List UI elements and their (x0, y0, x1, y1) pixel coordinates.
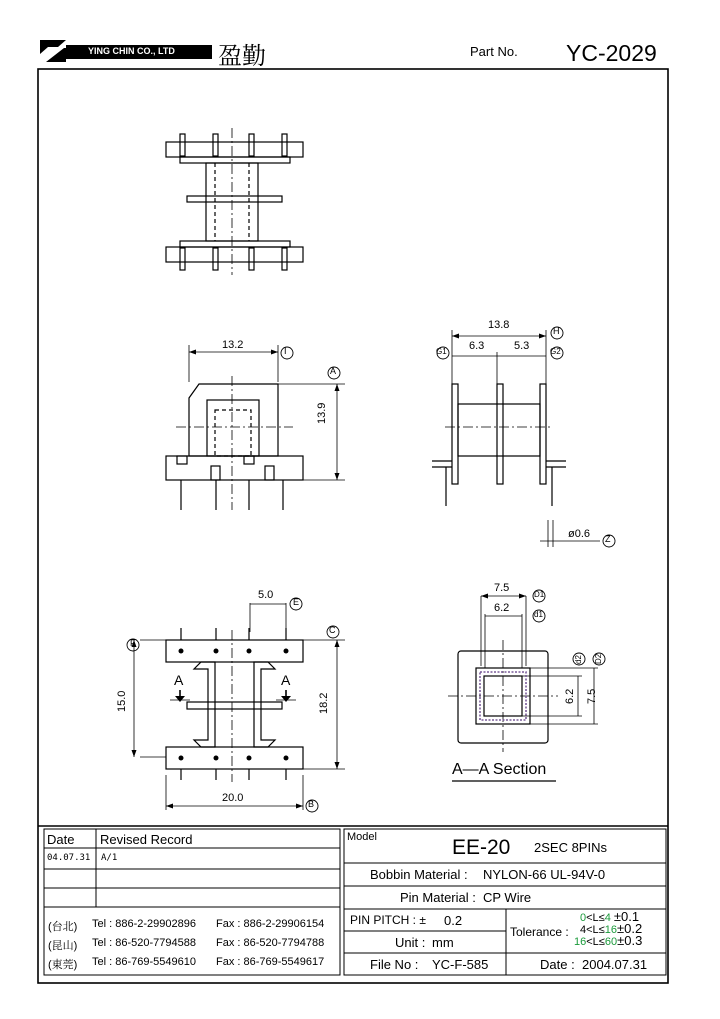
marker-g2: G2 (550, 347, 561, 356)
marker-h: H (553, 326, 560, 336)
dim-pin-dia: ø0.6 (568, 528, 591, 540)
contact-tel: Tel : 86-769-5549610 (92, 956, 196, 968)
marker-i: I (284, 346, 287, 356)
dim-d1-small: 6.2 (494, 602, 510, 614)
model-value: EE-20 (452, 836, 511, 859)
pin-pitch-value: 0.2 (444, 913, 463, 928)
section-arrow-right-label: A (281, 672, 291, 688)
contact-city: (台北) (48, 921, 78, 933)
part-no: YC-2029 (566, 40, 657, 66)
file-no-label: File No : (370, 957, 419, 972)
tol-hi: 16 (604, 924, 617, 936)
tol-lo: 4 (580, 924, 587, 936)
company-name-cn: 盈勤 (218, 42, 266, 70)
date-label: Date : (540, 957, 575, 972)
dim-g1: 6.3 (469, 340, 485, 352)
dim-pitch-e: 5.0 (258, 589, 274, 601)
tol-sep: <L≤ (586, 924, 605, 936)
unit-label: Unit : (395, 935, 426, 950)
marker-b: B (308, 799, 315, 809)
model-desc: 2SEC 8PINs (534, 840, 607, 855)
company-name: YING CHIN CO., LTD (88, 46, 175, 56)
tol-sep: <L≤ (586, 912, 605, 924)
unit-value: mm (432, 935, 454, 950)
dim-overall-width: 13.8 (488, 319, 510, 331)
marker-f: F (130, 638, 136, 648)
contact-fax: Fax : 86-520-7794788 (216, 937, 325, 949)
part-no-label: Part No. (470, 44, 518, 59)
tol-value: ±0.2 (616, 921, 643, 936)
contact-tel: Tel : 886-2-29902896 (92, 918, 196, 930)
tol-sep: <L≤ (586, 936, 605, 948)
bobbin-value: NYLON-66 UL-94V-0 (483, 867, 606, 882)
tol-lo: 0 (580, 912, 587, 924)
dim-width-20: 20.0 (222, 792, 244, 804)
contact-fax: Fax : 886-2-29906154 (216, 918, 325, 930)
pin-material-label: Pin Material : (400, 890, 476, 905)
contact-city: (昆山) (48, 940, 78, 952)
date-value: 2004.07.31 (582, 957, 648, 972)
contact-fax: Fax : 86-769-5549617 (216, 956, 325, 968)
marker-d2-lower: d2 (574, 655, 583, 664)
marker-d1-lower: d1 (534, 610, 543, 619)
marker-d1-upper: D1 (534, 590, 545, 599)
record-row-date: 04.07.31 (47, 853, 91, 863)
model-label: Model (347, 831, 377, 843)
dim-g2: 5.3 (514, 340, 530, 352)
dim-side-75: 7.5 (586, 688, 598, 704)
marker-z: Z (605, 534, 611, 544)
marker-e: E (293, 597, 300, 607)
dim-height-15: 15.0 (116, 690, 128, 712)
tol-value: ±0.3 (617, 933, 643, 948)
tol-value: ±0.1 (613, 909, 640, 924)
dim-side-height: 13.9 (316, 402, 328, 424)
dim-top-width: 13.2 (222, 339, 244, 351)
marker-g1: G1 (436, 347, 447, 356)
pin-material-value: CP Wire (483, 890, 532, 905)
contact-tel: Tel : 86-520-7794588 (92, 937, 196, 949)
record-row-record: A/1 (101, 853, 118, 863)
tol-hi: 60 (604, 936, 618, 948)
record-date-header: Date (47, 832, 75, 847)
record-revised-header: Revised Record (100, 832, 193, 847)
file-no-value: YC-F-585 (432, 957, 489, 972)
marker-d2-upper: D2 (594, 653, 603, 664)
section-title: A—A Section (452, 761, 547, 778)
contact-city: (東莞) (48, 959, 78, 971)
tolerance-row (574, 935, 642, 948)
tol-lo: 16 (574, 936, 587, 948)
marker-a: A (330, 366, 337, 376)
tol-hi: 4 (604, 912, 611, 924)
tolerance-label: Tolerance : (510, 925, 569, 939)
section-arrow-left-label: A (174, 672, 184, 688)
dim-height-18: 18.2 (318, 692, 330, 714)
dim-d1: 7.5 (494, 582, 510, 594)
pin-pitch-label: PIN PITCH : ± (350, 913, 426, 927)
dim-side-62: 6.2 (564, 688, 576, 704)
bobbin-label: Bobbin Material : (370, 867, 468, 882)
marker-c: C (329, 625, 336, 635)
